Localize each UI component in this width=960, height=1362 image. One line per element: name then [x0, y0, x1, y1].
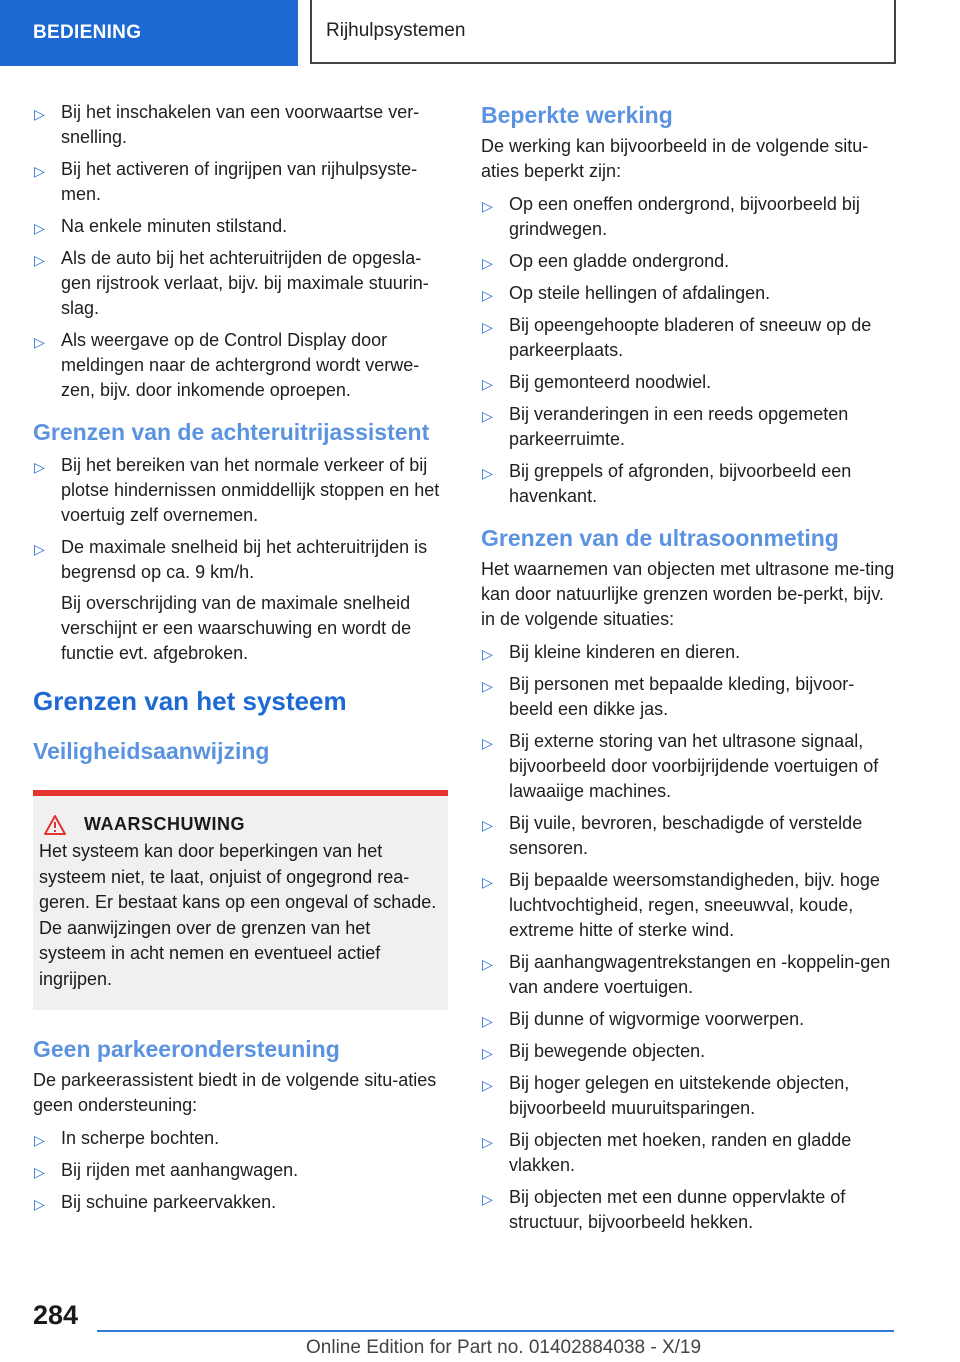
list-item: ▷ Bij schuine parkeervakken.	[33, 1190, 448, 1215]
list-item: ▷ Op steile hellingen of afdalingen.	[481, 281, 896, 306]
section-tab	[0, 0, 298, 66]
bullet-triangle-icon: ▷	[482, 465, 493, 481]
footer-edition-text: Online Edition for Part no. 01402884038 - X/19	[306, 1337, 702, 1358]
list-item: ▷ Als de auto bij het achteruitrijden de opgesla-gen rijstrook verlaat, bijv. bij maximale stuurin-slag.	[34, 248, 429, 318]
bullet-triangle-icon: ▷	[34, 459, 45, 475]
bullet-triangle-icon: ▷	[482, 817, 493, 833]
bullet-triangle-icon: ▷	[34, 1132, 45, 1148]
limited-function-heading: Beperkte werking	[481, 102, 673, 128]
ultrasonic-limits-text: Het waarnemen van objecten met ultrasone me-ting kan door natuurlijke grenzen worden be-perkt, bijv. in de volgende situaties:	[481, 559, 895, 629]
bullet-triangle-icon: ▷	[482, 287, 493, 303]
bullet-triangle-icon: ▷	[482, 646, 493, 662]
bullet-triangle-icon: ▷	[482, 678, 493, 694]
list-item: ▷ Bij greppels of afgronden, bijvoorbeeld een havenkant.	[482, 461, 852, 506]
limited-bullet-list	[481, 192, 896, 509]
warning-text: Het systeem kan door beperkingen van het systeem niet, te laat, onjuist of ongegrond rea-geren. Er bestaat kans op een ongeval of schade. De aanwijzingen over de grenzen van het systeem in acht nemen en eventueel actief ingrijpen.	[39, 841, 437, 989]
list-item: ▷ Bij het activeren of ingrijpen van rijhulpsyste-men.	[34, 159, 418, 204]
bullet-triangle-icon: ▷	[482, 874, 493, 890]
list-item: ▷ Bij kleine kinderen en dieren.	[481, 640, 896, 665]
bullet-triangle-icon: ▷	[482, 319, 493, 335]
bullet-triangle-icon: ▷	[482, 1013, 493, 1029]
bullet-triangle-icon: ▷	[482, 1191, 493, 1207]
bullet-triangle-icon: ▷	[34, 334, 45, 350]
list-item: ▷ Bij bepaalde weersomstandigheden, bijv. hoge luchtvochtigheid, regen, sneeuwval, koude, extreme hitte of sterke wind.	[482, 870, 880, 940]
list-item: ▷ Op een oneffen ondergrond, bijvoorbeeld bij grindwegen.	[482, 194, 860, 239]
bullet-triangle-icon: ▷	[482, 1045, 493, 1061]
bullet-triangle-icon: ▷	[482, 198, 493, 214]
bullet-triangle-icon: ▷	[34, 1164, 45, 1180]
bullet-triangle-icon: ▷	[482, 735, 493, 751]
bullet-triangle-icon: ▷	[482, 376, 493, 392]
list-item: ▷ Bij gemonteerd noodwiel.	[481, 370, 896, 395]
warning-title: WAARSCHUWING	[84, 814, 245, 834]
list-item: ▷ Na enkele minuten stilstand.	[33, 214, 448, 239]
bullet-triangle-icon: ▷	[482, 1077, 493, 1093]
list-item: ▷ Bij externe storing van het ultrasone signaal, bijvoorbeeld door voorbijrijdende voertuigen of lawaaiige machines.	[482, 731, 879, 801]
list-item: ▷ Bij het inschakelen van een voorwaartse ver-snelling.	[34, 102, 420, 147]
list-item: ▷ Bij vuile, bevroren, beschadigde of verstelde sensoren.	[482, 813, 863, 858]
system-limits-heading: Grenzen van het systeem	[33, 686, 347, 716]
warning-triangle-icon	[44, 815, 66, 835]
reverse-assistant-heading: Grenzen van de achteruitrijassistent	[33, 419, 430, 445]
safety-heading: Veiligheidsaanwijzing	[33, 738, 270, 764]
bullet-triangle-icon: ▷	[34, 1196, 45, 1212]
chapter-title: Rijhulpsystemen	[326, 20, 466, 41]
continuation-text: Bij overschrijding van de maximale snelheid verschijnt er een waarschuwing en wordt de functie evt. afgebroken.	[61, 593, 412, 663]
list-item: ▷ In scherpe bochten.	[33, 1126, 448, 1151]
list-item: ▷ Bij het bereiken van het normale verkeer of bij plotse hindernissen onmiddellijk stoppen en het voertuig zelf overnemen.	[34, 455, 440, 525]
list-item: ▷ Bij aanhangwagentrekstangen en -koppelin-gen van andere voertuigen.	[482, 952, 891, 997]
no-parking-support-text: De parkeerassistent biedt in de volgende situ-aties geen ondersteuning:	[33, 1070, 437, 1115]
bullet-triangle-icon: ▷	[34, 220, 45, 236]
chapter-tab	[310, 0, 896, 64]
footer-divider	[97, 1330, 894, 1332]
bullet-triangle-icon: ▷	[34, 106, 45, 122]
limited-function-text: De werking kan bijvoorbeeld in de volgende situ-aties beperkt zijn:	[481, 136, 869, 181]
list-item: ▷ Bij veranderingen in een reeds opgemeten parkeerruimte.	[482, 404, 849, 449]
no-parking-support-heading: Geen parkeerondersteuning	[33, 1036, 340, 1062]
list-item: ▷ Bij objecten met een dunne oppervlakte of structuur, bijvoorbeeld hekken.	[482, 1187, 846, 1232]
list-item: ▷ Bij dunne of wigvormige voorwerpen.	[481, 1007, 896, 1032]
list-item: ▷ De maximale snelheid bij het achteruitrijden is begrensd op ca. 9 km/h. Bij overschrijding van de maximale snelheid verschijnt er een waarschuwing en wordt de functie evt. afgebroken.	[33, 535, 448, 666]
page-number: 284	[33, 1300, 79, 1330]
list-item: ▷ Op een gladde ondergrond.	[481, 249, 896, 274]
no-parking-bullet-list	[33, 1126, 448, 1215]
ultrasonic-limits-heading: Grenzen van de ultrasoonmeting	[481, 525, 839, 551]
list-item: ▷ Bij bewegende objecten.	[481, 1039, 896, 1064]
bullet-triangle-icon: ▷	[482, 255, 493, 271]
section-title: BEDIENING	[33, 22, 142, 43]
bullet-triangle-icon: ▷	[482, 408, 493, 424]
bullet-triangle-icon: ▷	[34, 252, 45, 268]
list-item: ▷ Bij opeengehoopte bladeren of sneeuw op de parkeerplaats.	[482, 315, 872, 360]
list-item: ▷ Bij objecten met hoeken, randen en gladde vlakken.	[482, 1130, 852, 1175]
bullet-triangle-icon: ▷	[34, 541, 45, 557]
intro-bullet-list	[33, 100, 448, 403]
right-column	[481, 100, 896, 1242]
warning-header	[44, 814, 440, 835]
reverse-bullet-list	[33, 453, 448, 666]
bullet-triangle-icon: ▷	[482, 956, 493, 972]
bullet-triangle-icon: ▷	[34, 163, 45, 179]
bullet-triangle-icon: ▷	[482, 1134, 493, 1150]
list-item: ▷ Als weergave op de Control Display door meldingen naar de achtergrond wordt verwe-zen, bijv. door inkomende oproepen.	[34, 330, 420, 400]
list-item: ▷ Bij personen met bepaalde kleding, bijvoor-beeld een dikke jas.	[482, 674, 855, 719]
list-item: ▷ Bij hoger gelegen en uitstekende objecten, bijvoorbeeld muuruitsparingen.	[482, 1073, 850, 1118]
left-column	[33, 100, 448, 1222]
list-item: ▷ Bij rijden met aanhangwagen.	[33, 1158, 448, 1183]
warning-box	[33, 790, 448, 1010]
ultrasonic-bullet-list	[481, 640, 896, 1235]
